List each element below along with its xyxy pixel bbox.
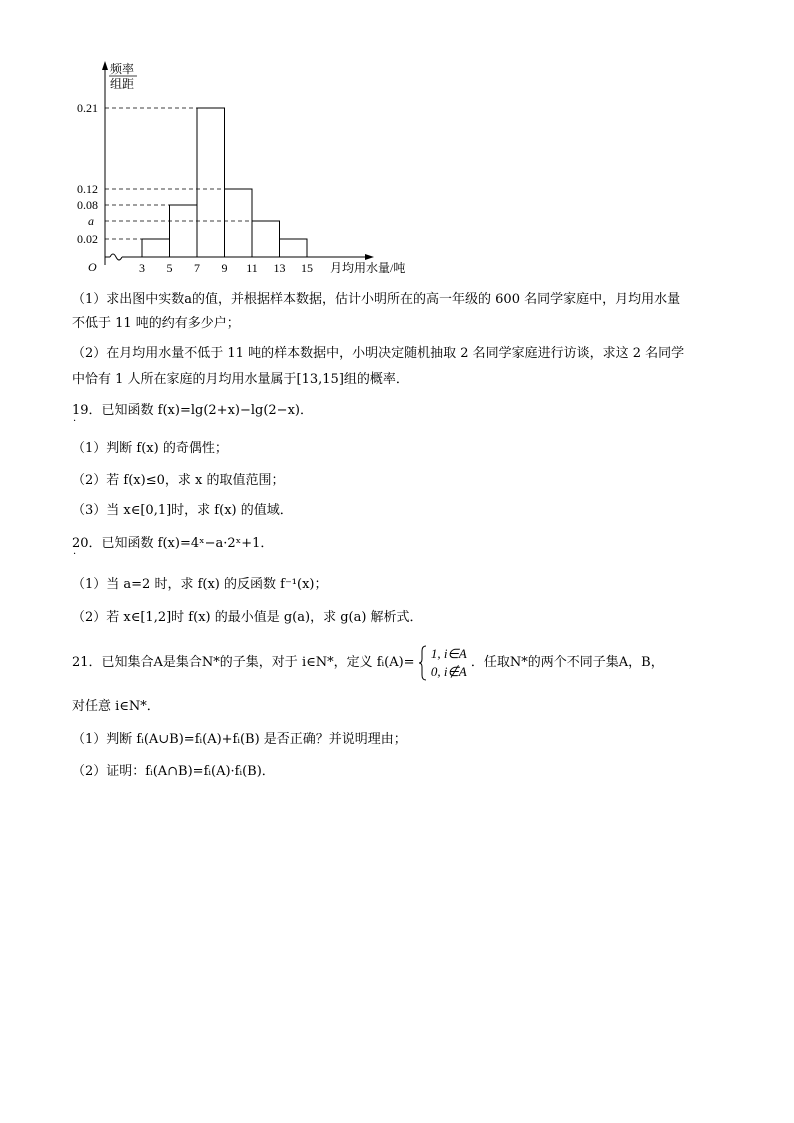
y-tick-label: 0.02 [77, 232, 98, 246]
q21-stem-before: 21．已知集合A是集合N*的子集，对于 i∈N*，定义 fᵢ(A)= [72, 655, 415, 670]
x-tick-label: 11 [246, 261, 258, 275]
x-tick-label: 15 [301, 261, 313, 275]
y-label-denominator: 组距 [110, 77, 135, 91]
q18-part2-line1: （2）在月均用水量不低于 11 吨的样本数据中，小明决定随机抽取 2 名同学家庭进行访谈，求这 2 名同学 [72, 346, 685, 361]
q18-part1-line2: 不低于 11 吨的约有多少户； [72, 316, 240, 331]
y-label-numerator: 频率 [110, 62, 135, 76]
q18-part1-line1: （1）求出图中实数a的值，并根据样本数据，估计小明所在的高一年级的 600 名同学家庭中，月均用水量 [72, 292, 681, 307]
origin-label: O [88, 260, 97, 274]
q21-stem [72, 643, 664, 683]
histogram-bar [142, 239, 170, 257]
q20-stem: 20．已知函数 f(x)=4ˣ−a·2ˣ+1． [72, 536, 274, 551]
q20-part1: （1）当 a=2 时，求 f(x) 的反函数 f⁻¹(x)； [72, 577, 328, 592]
q21-stem-after: ．任取N*的两个不同子集A，B， [470, 655, 664, 670]
x-axis-arrow [365, 254, 374, 260]
q21-part1: （1）判断 fᵢ(A∪B)=fᵢ(A)+fᵢ(B) 是否正确？并说明理由； [72, 732, 407, 747]
mark-dot: · [73, 549, 77, 560]
x-axis-label: 月均用水量/吨 [330, 261, 406, 275]
y-tick-label: 0.12 [77, 182, 98, 196]
x-tick-label: 13 [273, 261, 286, 275]
histogram-bar [252, 221, 280, 257]
q19-part3: （3）当 x∈[0,1]时，求 f(x) 的值域． [72, 503, 293, 518]
q19-stem: 19．已知函数 f(x)=lg(2+x)−lg(2−x)． [72, 403, 313, 418]
q19-part2: （2）若 f(x)≤0，求 x 的取值范围； [72, 473, 285, 488]
x-tick-label: 5 [166, 261, 173, 275]
mark-dot: · [73, 416, 77, 427]
x-tick-label: 3 [139, 261, 145, 275]
histogram-bar [280, 239, 308, 257]
q21-part2: （2）证明：fᵢ(A∩B)=fᵢ(A)·fᵢ(B)． [72, 764, 275, 779]
q21-stem-line2: 对任意 i∈N*． [72, 699, 160, 714]
axis-break-mark [110, 254, 122, 260]
x-tick-label: 7 [194, 261, 200, 275]
y-tick-label: 0.21 [77, 101, 98, 115]
y-axis-arrow [102, 61, 108, 70]
histogram-bar [170, 205, 198, 257]
q19-part1: （1）判断 f(x) 的奇偶性； [72, 441, 228, 456]
piecewise-brace [419, 645, 427, 681]
piecewise-cases [431, 645, 467, 681]
x-tick-label: 9 [221, 261, 228, 275]
q18-part2-line2: 中恰有 1 人所在家庭的月均用水量属于[13,15]组的概率． [72, 372, 409, 387]
y-tick-label: 0.08 [77, 198, 98, 212]
histogram-bar [225, 189, 253, 257]
histogram-bar [197, 108, 225, 257]
case-notin: 0, i∉A [430, 664, 467, 679]
frequency-histogram [60, 55, 440, 280]
case-in: 1, i∈A [430, 646, 467, 661]
q20-part2: （2）若 x∈[1,2]时 f(x) 的最小值是 g(a)，求 g(a) 解析式． [72, 610, 423, 625]
y-tick-label-a: a [88, 214, 94, 228]
